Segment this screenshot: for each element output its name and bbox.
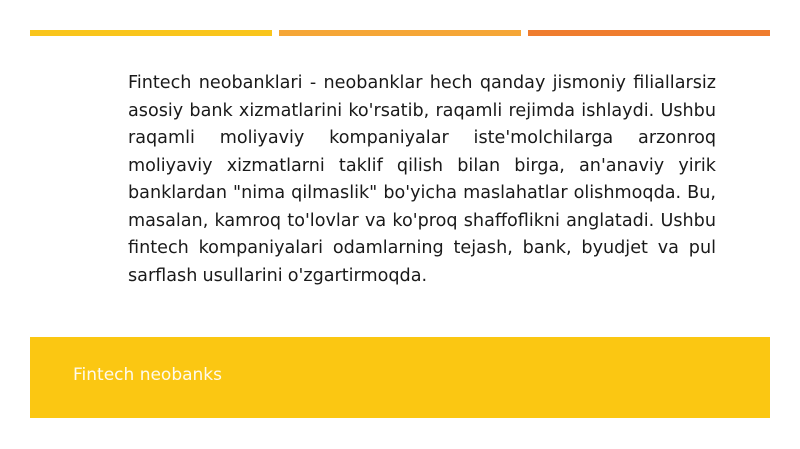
accent-bar-yellow (30, 30, 272, 36)
accent-bar-light-orange (279, 30, 521, 36)
top-accent-bars (30, 30, 770, 36)
footer-band (30, 337, 770, 418)
slide-title: Fintech neobanks (73, 365, 223, 385)
body-paragraph: Fintech neobanklari - neobanklar hech qanday jismoniy filiallarsiz asosiy bank xizmatlarini ko'rsatib, raqamli rejimda ishlaydi. Ushbu raqamli moliyaviy kompaniyalar iste'molchilarga arzonroq moliyaviy xizmatlarni taklif qilish bilan birga, an'anaviy yirik banklardan "nima qilmaslik" bo'yicha maslahatlar olishmoqda. Bu, masalan, kamroq to'lovlar va ko'proq shaffoflikni anglatadi. Ushbu fintech kompaniyalari odamlarning tejash, bank, byudjet va pul sarflash usullarini o'zgartirmoqda. (128, 73, 716, 286)
accent-bar-orange (528, 30, 770, 36)
